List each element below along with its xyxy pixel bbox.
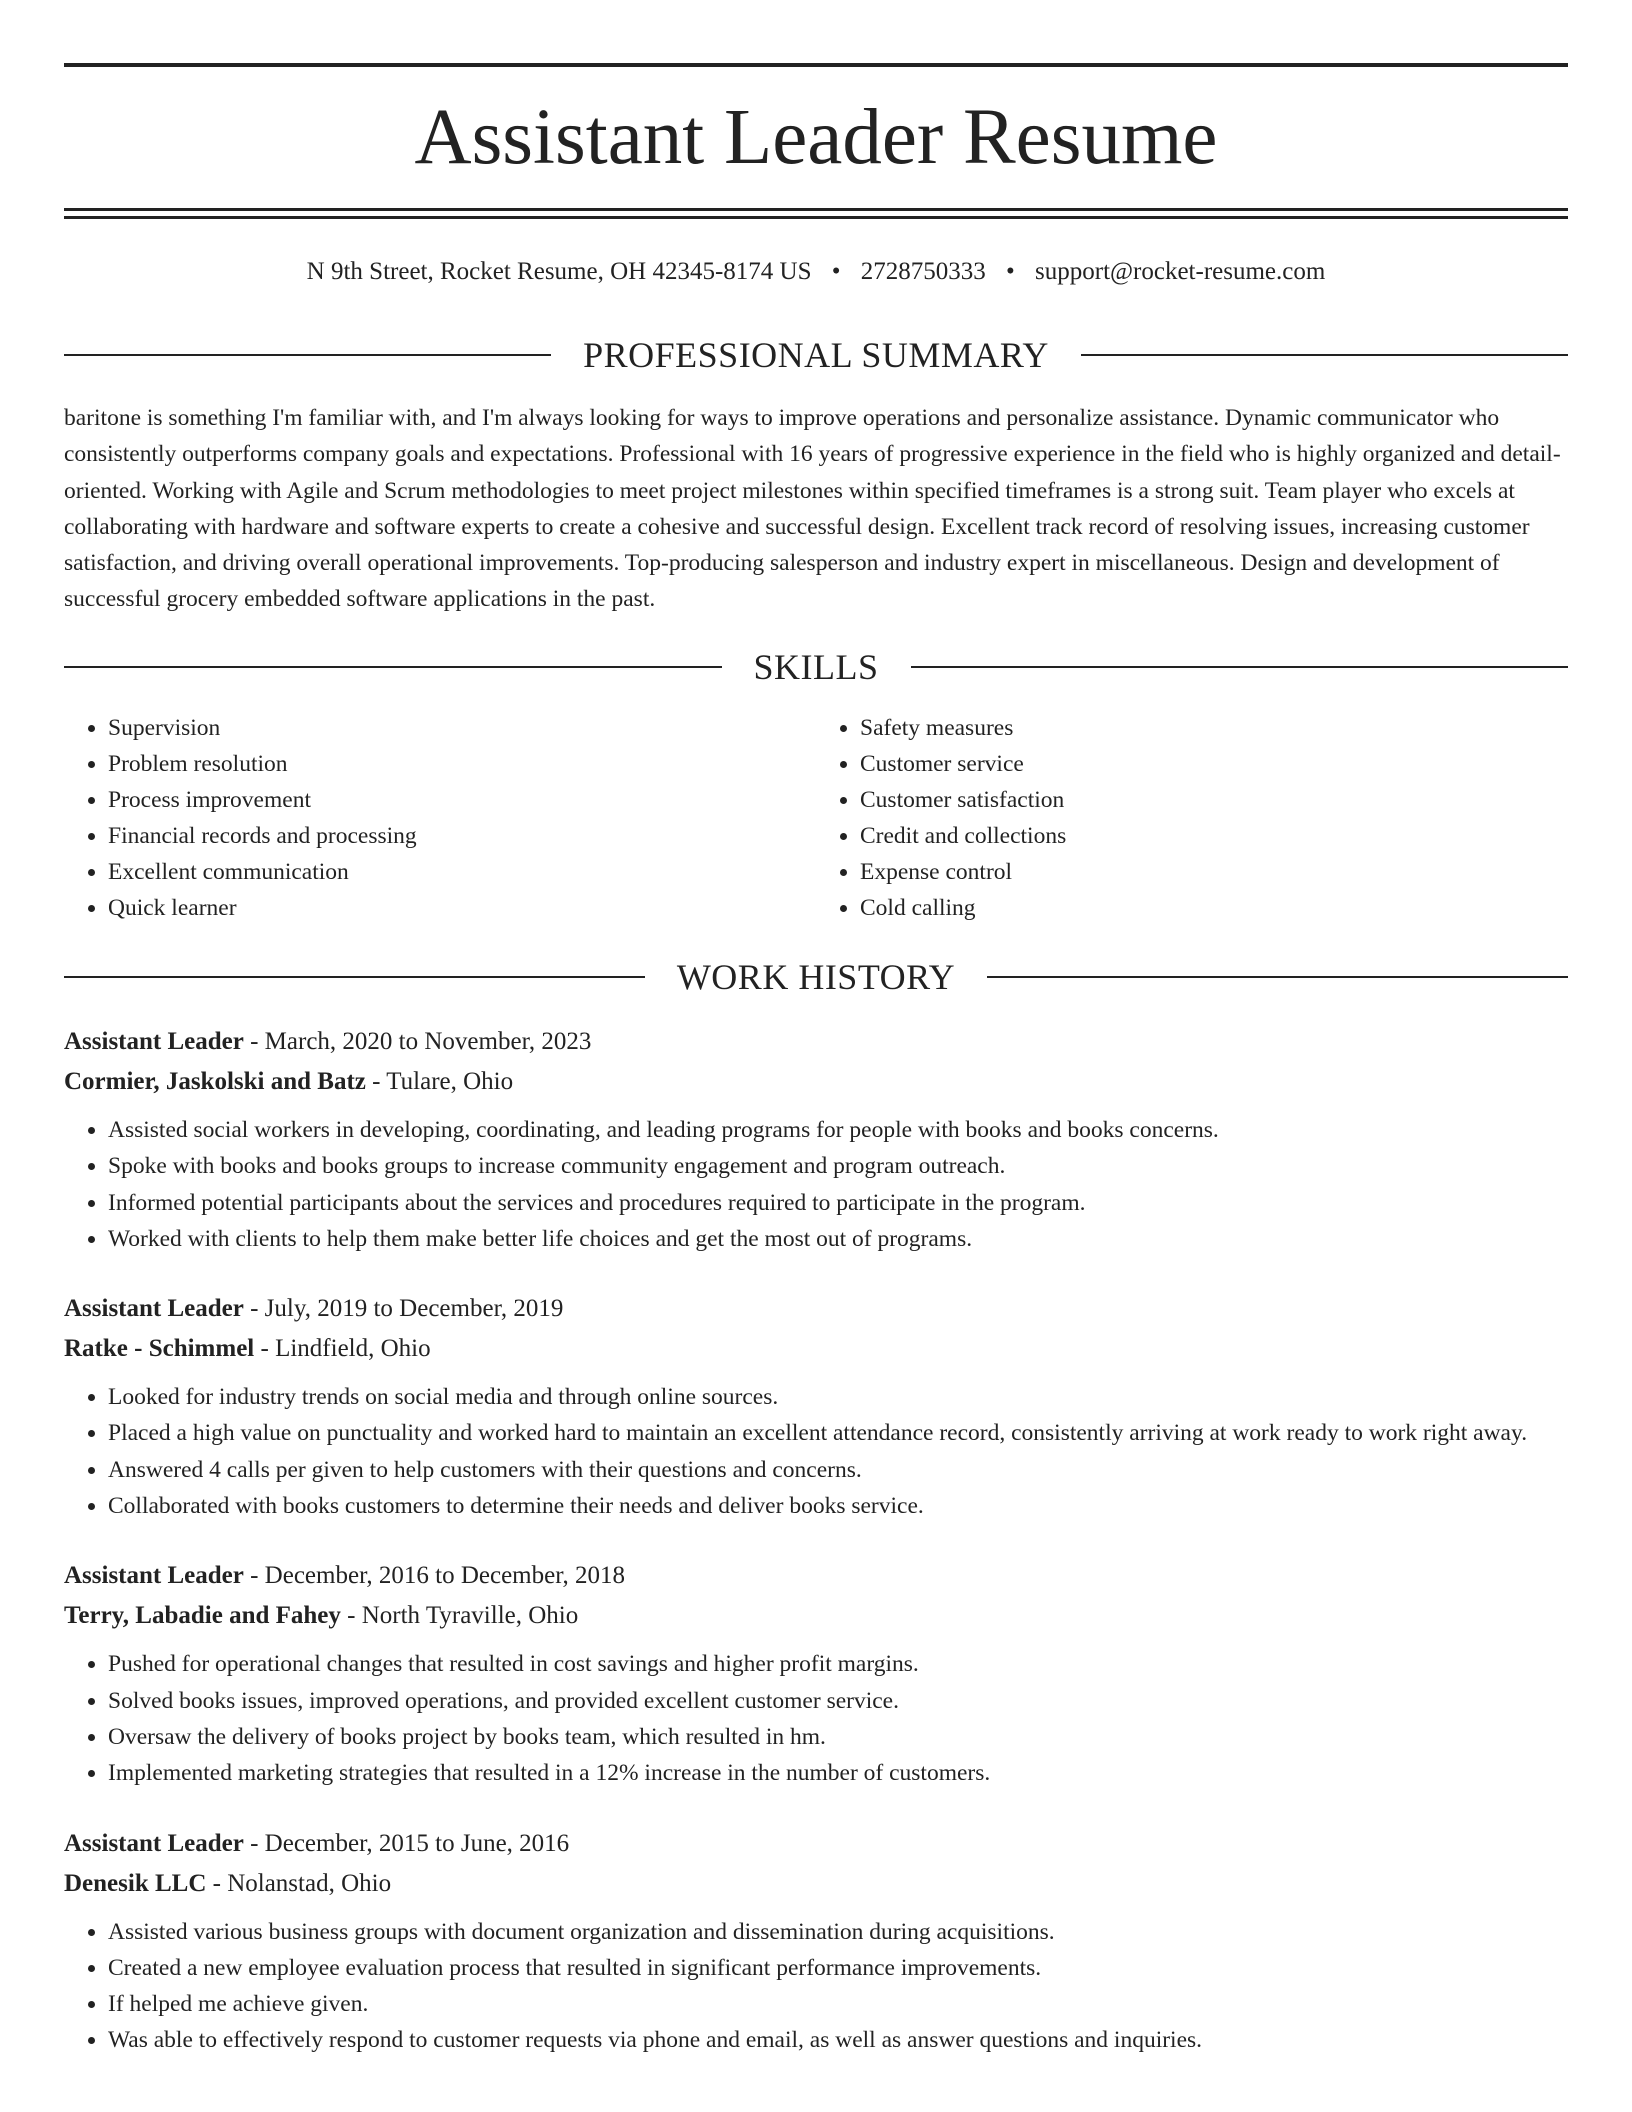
- divider: [1081, 354, 1568, 356]
- skill-item: • Customer satisfaction: [860, 782, 1568, 818]
- work-heading: [64, 952, 1568, 1002]
- skill-item: • Problem resolution: [108, 746, 816, 782]
- job-company: Ratke - Schimmel: [64, 1335, 255, 1363]
- skill-item: • Financial records and processing: [108, 818, 816, 854]
- divider: [64, 354, 551, 356]
- job-location: - Tulare, Ohio: [365, 1068, 514, 1095]
- job-entry: [64, 1556, 1568, 1791]
- page-title: Assistant Leader Resume: [414, 94, 1218, 181]
- job-company-line: [64, 1864, 1568, 1904]
- job-bullet: • Solved books issues, improved operations, and provided excellent customer service.: [108, 1683, 1568, 1719]
- job-bullet: • Placed a high value on punctuality and worked hard to maintain an excellent attendance record, consistently arriving at work ready to work right away.: [108, 1415, 1568, 1451]
- skill-item: • Supervision: [108, 710, 816, 746]
- job-location: - North Tyraville, Ohio: [340, 1602, 579, 1630]
- skill-item: • Safety measures: [860, 710, 1568, 746]
- contact-separator: •: [1006, 258, 1015, 285]
- work-heading-label: WORK HISTORY: [676, 957, 956, 997]
- job-bullet: • If helped me achieve given.: [108, 1986, 1568, 2022]
- job-title-line: [64, 1556, 1568, 1596]
- skill-item: • Process improvement: [108, 782, 816, 818]
- job-bullet: • Informed potential participants about the services and procedures required to participate in the program.: [108, 1185, 1568, 1221]
- skills-column-right: [816, 710, 1568, 926]
- skill-item: • Expense control: [860, 854, 1568, 890]
- job-company: Terry, Labadie and Fahey: [64, 1602, 341, 1630]
- job-bullet: • Oversaw the delivery of books project by books team, which resulted in hm.: [108, 1719, 1568, 1755]
- job-location: - Nolanstad, Ohio: [206, 1869, 392, 1897]
- skill-item: • Cold calling: [860, 890, 1568, 926]
- job-dates: - December, 2016 to December, 2018: [243, 1562, 626, 1590]
- job-dates: - December, 2015 to June, 2016: [243, 1829, 570, 1857]
- job-company-line: [64, 1329, 1568, 1369]
- skill-item: • Quick learner: [108, 890, 816, 926]
- job-bullets: [64, 1112, 1568, 1257]
- job-title-line: [64, 1289, 1568, 1329]
- skill-item: • Credit and collections: [860, 818, 1568, 854]
- skills-list: [64, 710, 1568, 926]
- job-bullets: [64, 1646, 1568, 1791]
- contact-email: support@rocket-resume.com: [1035, 258, 1326, 285]
- divider: [911, 666, 1569, 668]
- divider: [64, 976, 645, 978]
- job-dates: - March, 2020 to November, 2023: [243, 1028, 592, 1055]
- job-title: Assistant Leader: [64, 1295, 244, 1323]
- divider: [64, 666, 722, 668]
- summary-heading-label: PROFESSIONAL SUMMARY: [583, 335, 1049, 375]
- job-title: Assistant Leader: [64, 1829, 244, 1857]
- contact-separator: •: [831, 258, 841, 285]
- header-top-rule: [64, 63, 1568, 67]
- job-location: - Lindfield, Ohio: [254, 1335, 431, 1363]
- skill-item: • Excellent communication: [108, 854, 816, 890]
- job-bullet: • Worked with clients to help them make better life choices and get the most out of programs.: [108, 1221, 1568, 1257]
- contact-line: [64, 254, 1568, 290]
- skills-column-left: [64, 710, 816, 926]
- job-title: Assistant Leader: [64, 1562, 244, 1590]
- job-company: Denesik LLC: [64, 1869, 207, 1897]
- header-bottom-rule-2: [64, 216, 1568, 219]
- job-title: Assistant Leader: [64, 1028, 244, 1055]
- job-bullet: • Assisted social workers in developing, coordinating, and leading programs for people with books and books concerns.: [108, 1112, 1568, 1148]
- job-bullet: • Answered 4 calls per given to help customers with their questions and concerns.: [108, 1452, 1568, 1488]
- summary-heading: [64, 330, 1568, 380]
- job-dates: - July, 2019 to December, 2019: [243, 1295, 564, 1323]
- job-bullet: • Created a new employee evaluation process that resulted in significant performance improvements.: [108, 1950, 1568, 1986]
- job-bullet: • Pushed for operational changes that resulted in cost savings and higher profit margins.: [108, 1646, 1568, 1682]
- divider: [987, 976, 1568, 978]
- job-company-line: [64, 1596, 1568, 1636]
- contact-address: N 9th Street, Rocket Resume, OH 42345-8174 US: [306, 258, 812, 285]
- skill-item: • Customer service: [860, 746, 1568, 782]
- skills-heading-label: SKILLS: [753, 647, 879, 687]
- job-bullet: • Spoke with books and books groups to increase community engagement and program outreach.: [108, 1148, 1568, 1184]
- contact-phone: 2728750333: [860, 258, 986, 285]
- job-entry: [64, 1022, 1568, 1257]
- job-bullet: • Implemented marketing strategies that resulted in a 12% increase in the number of customers.: [108, 1755, 1568, 1791]
- job-bullet: • Assisted various business groups with document organization and dissemination during acquisitions.: [108, 1914, 1568, 1950]
- job-title-line: [64, 1824, 1568, 1864]
- job-bullet: • Was able to effectively respond to customer requests via phone and email, as well as answer questions and inquiries.: [108, 2022, 1568, 2058]
- job-title-line: [64, 1022, 1568, 1062]
- summary-text: baritone is something I'm familiar with, and I'm always looking for ways to improve operations and personalize assistance. Dynamic communicator who consistently outperforms company goals and expectations. Professional with 16 years of progressive experience in the field who is highly organized and detail-oriented. Working with Agile and Scrum methodologies to meet project milestones within specified timeframes is a strong suit. Team player who excels at collaborating with hardware and software experts to create a cohesive and successful design. Excellent track record of resolving issues, increasing customer satisfaction, and driving overall operational improvements. Top-producing salesperson and industry expert in miscellaneous. Design and development of successful grocery embedded software applications in the past.: [64, 405, 1561, 613]
- job-company: Cormier, Jaskolski and Batz: [64, 1068, 366, 1095]
- job-bullets: [64, 1914, 1568, 2059]
- job-bullets: [64, 1379, 1568, 1524]
- job-entry: [64, 1824, 1568, 2059]
- work-history: [64, 1022, 1568, 2059]
- job-entry: [64, 1289, 1568, 1524]
- job-company-line: [64, 1062, 1568, 1102]
- job-bullet: • Looked for industry trends on social media and through online sources.: [108, 1379, 1568, 1415]
- header-bottom-rule: [64, 208, 1568, 211]
- skills-heading: [64, 642, 1568, 692]
- job-bullet: • Collaborated with books customers to determine their needs and deliver books service.: [108, 1488, 1568, 1524]
